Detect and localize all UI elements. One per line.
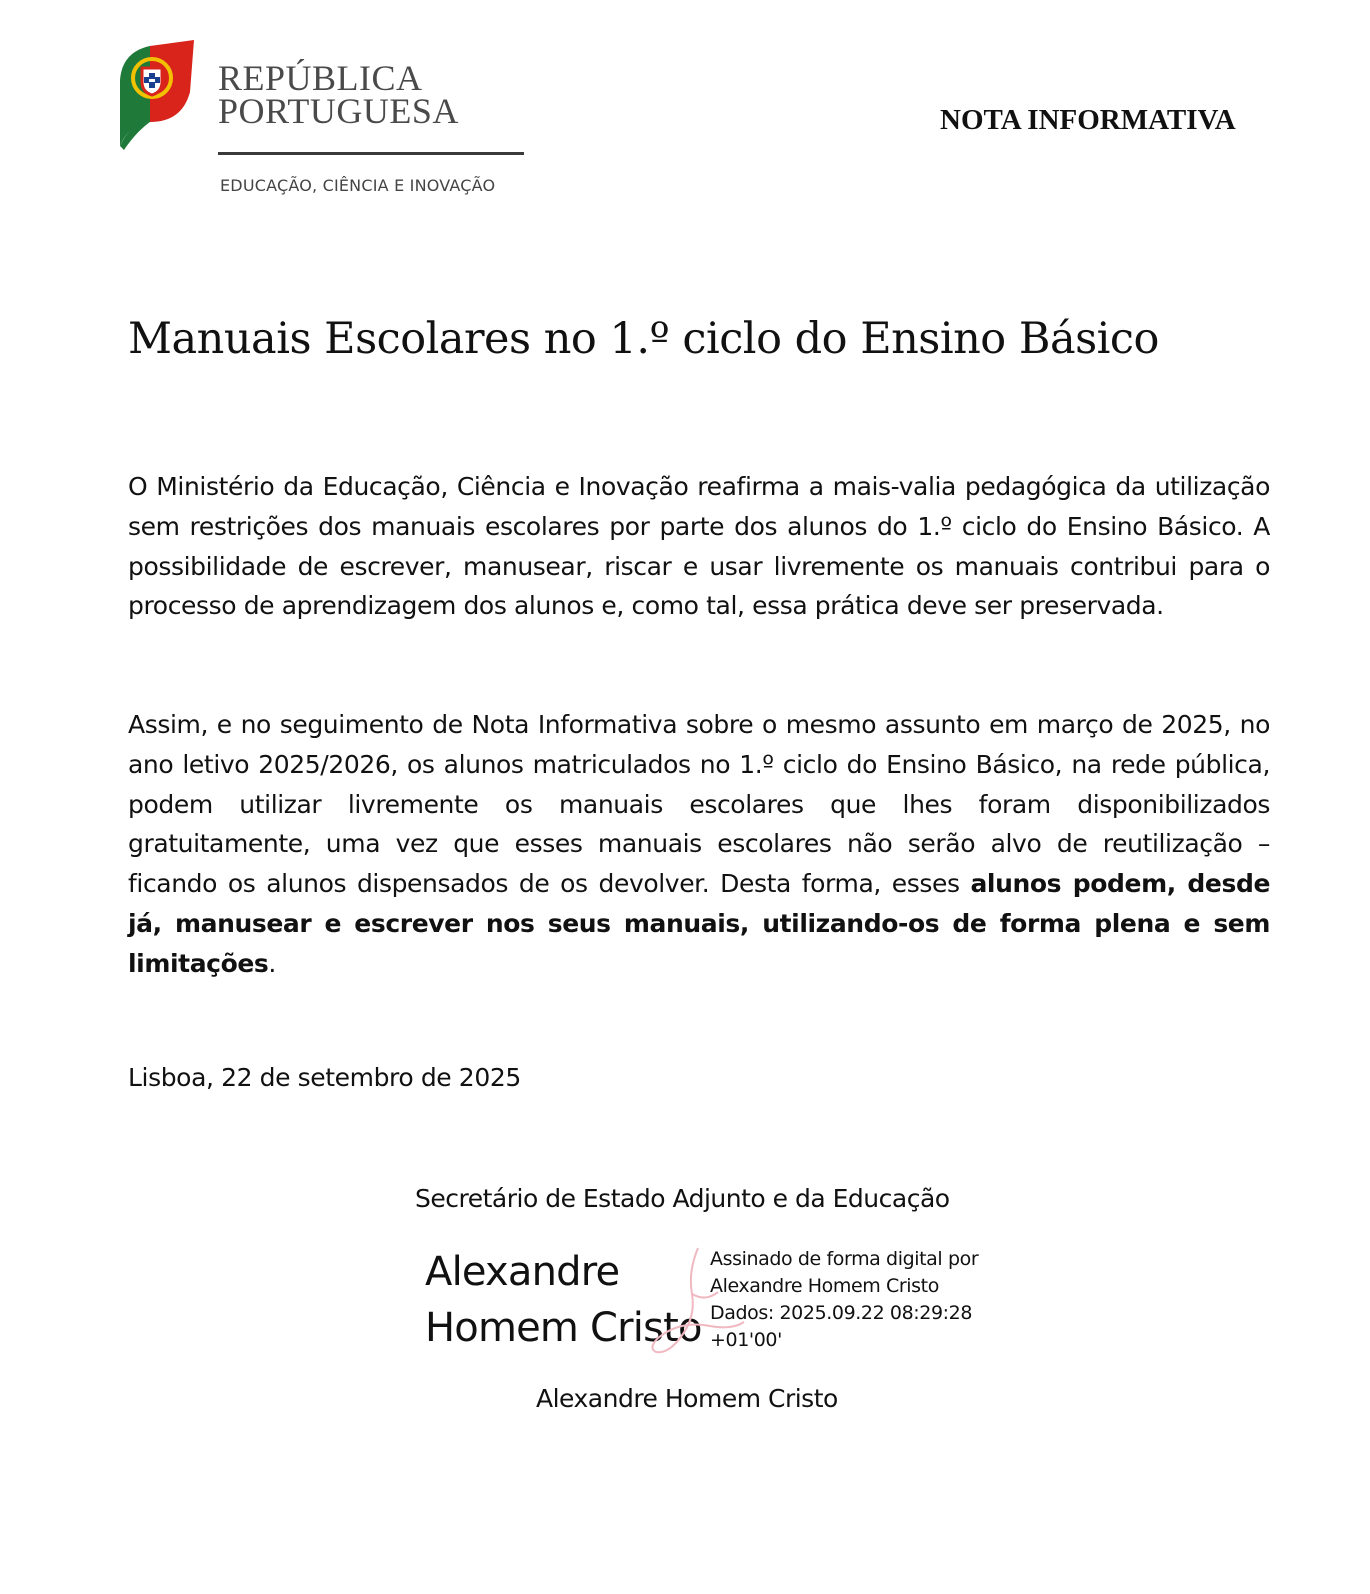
digital-signature-details bbox=[710, 1246, 978, 1354]
document-type: NOTA INFORMATIVA bbox=[940, 104, 1236, 136]
republica-portuguesa-emblem-icon bbox=[116, 40, 196, 150]
org-name-line2: PORTUGUESA bbox=[218, 91, 459, 131]
signature-name-line1: Alexandre bbox=[425, 1249, 620, 1295]
signature-name-line2: Homem Cristo bbox=[425, 1305, 702, 1351]
signature-details-line4: +01'00' bbox=[710, 1329, 782, 1351]
logo-divider bbox=[218, 152, 524, 155]
paragraph-2-text: Assim, e no seguimento de Nota Informativa sobre o mesmo assunto em março de 2025, no ano letivo 2025/2026, os alunos matriculados no 1.º ciclo do Ensino Básico, na rede pública, podem utilizar livremente os manuais escolares que lhes foram disponibilizados gratuitamente, uma vez que esses manuais escolares não serão alvo de reutilização – ficando os alunos dispensados de os devolver. Desta forma, esses bbox=[128, 710, 1270, 899]
body-paragraph-1: O Ministério da Educação, Ciência e Inovação reafirma a mais-valia pedagógica da utilização sem restrições dos manuais escolares por parte dos alunos do 1.º ciclo do Ensino Básico. A possibilidade de escrever, manusear, riscar e usar livremente os manuais contribui para o processo de aprendizagem dos alunos e, como tal, essa prática deve ser preservada. bbox=[128, 472, 1270, 621]
paragraph-2-bold: alunos podem, desde já, manusear e escrever nos seus manuais, utilizando-os de forma plena e sem limitações bbox=[128, 869, 1270, 978]
page-title: Manuais Escolares no 1.º ciclo do Ensino Básico bbox=[128, 314, 1159, 364]
signatory-printed-name: Alexandre Homem Cristo bbox=[536, 1384, 838, 1413]
signature-details-line3: Dados: 2025.09.22 08:29:28 bbox=[710, 1302, 973, 1324]
signatory-role: Secretário de Estado Adjunto e da Educação bbox=[415, 1184, 950, 1213]
body-paragraph-2 bbox=[128, 705, 1270, 984]
signature-details-line2: Alexandre Homem Cristo bbox=[710, 1275, 939, 1297]
org-name bbox=[218, 58, 459, 131]
ministry-name: EDUCAÇÃO, CIÊNCIA E INOVAÇÃO bbox=[220, 176, 496, 195]
org-name-line1: REPÚBLICA bbox=[218, 58, 423, 98]
header-logo bbox=[116, 40, 536, 210]
place-date: Lisboa, 22 de setembro de 2025 bbox=[128, 1063, 521, 1092]
signature-details-line1: Assinado de forma digital por bbox=[710, 1248, 979, 1270]
paragraph-2-end: . bbox=[268, 948, 276, 978]
